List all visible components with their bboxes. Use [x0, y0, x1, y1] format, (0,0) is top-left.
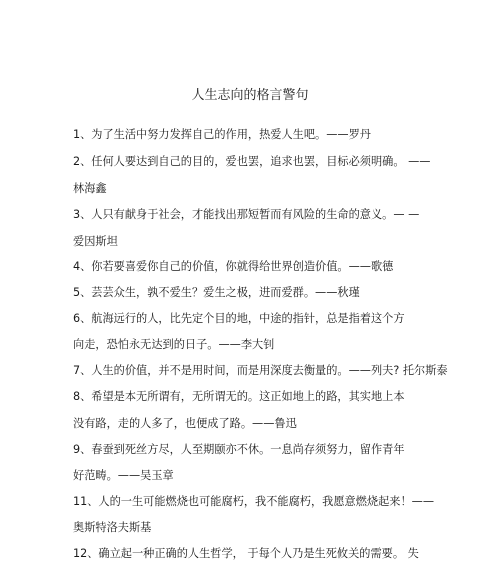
quote-line: 3、人只有献身于社会，才能找出那短暂而有风险的生命的意义。— —	[73, 208, 420, 221]
quote-line: 1、为了生活中努力发挥自己的作用，热爱人生吧。——罗丹	[73, 128, 371, 141]
quote-line: 11、人的一生可能燃烧也可能腐朽，我不能腐朽，我愿意燃烧起来！——	[73, 495, 435, 508]
quote-line: 12、确立起一种正确的人生哲学， 于每个人乃是生死攸关的需要。 失	[73, 547, 419, 560]
quote-line: 6、航海远行的人，比先定个目的地，中途的指针，总是指着这个方	[73, 312, 405, 325]
document-title: 人生志向的格言警句	[191, 88, 309, 103]
quote-line: 没有路，走的人多了，也便成了路。——鲁迅	[73, 417, 297, 430]
quote-line: 爱因斯坦	[73, 235, 118, 248]
quote-line: 7、人生的价值，并不是用时间，而是用深度去衡量的。——列夫? 托尔斯泰	[73, 364, 448, 377]
quote-line: 向走，恐怕永无达到的日子。——李大钊	[73, 338, 275, 351]
quote-line: 奥斯特洛夫斯基	[73, 521, 152, 534]
quote-line: 好范畴。——吴玉章	[73, 469, 174, 482]
quote-line: 8、希望是本无所谓有，无所谓无的。这正如地上的路，其实地上本	[73, 390, 405, 403]
quote-line: 林海鑫	[73, 182, 107, 195]
quote-line: 4、你若要喜爱你自己的价值，你就得给世界创造价值。——歌德	[73, 260, 394, 273]
quote-line: 5、芸芸众生，孰不爱生？爱生之极，进而爱群。——秋瑾	[73, 286, 360, 299]
quote-line: 2、任何人要达到自己的目的，爱也罢，追求也罢，目标必须明确。 ——	[73, 155, 431, 168]
quote-line: 9、春蚕到死丝方尽，人至期颐亦不休。一息尚存须努力，留作青年	[73, 443, 405, 456]
